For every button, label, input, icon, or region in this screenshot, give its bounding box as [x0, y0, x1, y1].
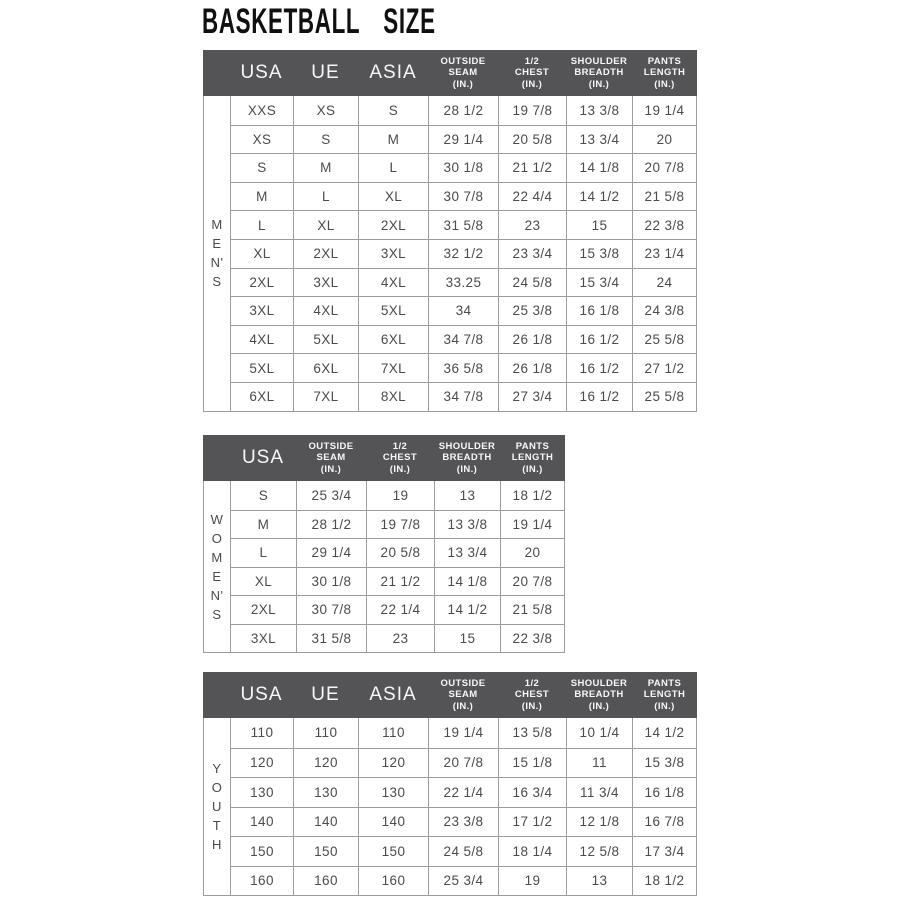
column-header: 1/2 CHEST (IN.) [382, 440, 418, 475]
size-cell: M [231, 510, 297, 539]
size-cell: XS [231, 125, 294, 154]
size-cell: 13 [567, 866, 633, 896]
size-cell: 34 7/8 [429, 325, 499, 354]
size-cell: 140 [359, 807, 429, 837]
size-cell: 20 [633, 125, 696, 154]
size-cell: 110 [231, 718, 294, 748]
mens-header-spacer [203, 50, 230, 96]
youth-table-body [203, 718, 697, 896]
size-cell: 17 3/4 [633, 836, 696, 866]
mens-table-body [203, 96, 697, 412]
size-cell: 160 [359, 866, 429, 896]
youth-table-rows [231, 718, 696, 895]
column-header: USA [241, 447, 285, 468]
size-cell: 25 5/8 [633, 325, 696, 354]
size-cell: S [231, 153, 294, 182]
size-cell: 25 3/4 [429, 866, 499, 896]
youth-size-table [203, 672, 697, 896]
size-cell: 13 3/4 [435, 538, 501, 567]
size-cell: S [294, 125, 359, 154]
size-cell: 10 1/4 [567, 718, 633, 748]
size-cell: 4XL [294, 296, 359, 325]
size-cell: 15 [567, 210, 633, 239]
table-row [231, 718, 696, 748]
size-cell: 20 [501, 538, 564, 567]
column-header: USA [240, 684, 283, 705]
size-cell: 15 3/8 [633, 748, 696, 778]
table-row [231, 153, 696, 182]
column-header: SHOULDER BREADTH (IN.) [570, 55, 628, 90]
column-header: UE [311, 62, 340, 83]
size-cell: XL [231, 567, 297, 596]
size-cell: 160 [294, 866, 359, 896]
size-cell: 36 5/8 [429, 353, 499, 382]
size-cell: XXS [231, 96, 294, 125]
size-cell: 3XL [231, 624, 297, 653]
size-cell: 30 1/8 [429, 153, 499, 182]
table-row [231, 268, 696, 297]
size-cell: 15 [435, 624, 501, 653]
size-cell: 140 [231, 807, 294, 837]
table-row [231, 125, 696, 154]
table-row [231, 538, 564, 567]
column-header: OUTSIDE SEAM (IN.) [440, 677, 486, 712]
size-cell: 21 1/2 [499, 153, 567, 182]
size-cell: 120 [231, 748, 294, 778]
womens-header-spacer [203, 435, 230, 481]
size-cell: 110 [294, 718, 359, 748]
size-cell: XL [294, 210, 359, 239]
size-cell: L [231, 210, 294, 239]
size-cell: XL [231, 239, 294, 268]
size-cell: 18 1/4 [499, 836, 567, 866]
size-cell: 23 [367, 624, 435, 653]
size-cell: 160 [231, 866, 294, 896]
size-cell: 21 5/8 [501, 595, 564, 624]
youth-header-spacer [203, 672, 230, 718]
womens-size-table [203, 435, 565, 653]
womens-table-header [203, 435, 565, 481]
size-cell: 16 7/8 [633, 807, 696, 837]
size-cell: 34 7/8 [429, 382, 499, 411]
column-header: PANTS LENGTH (IN.) [511, 440, 554, 475]
size-cell: 16 1/8 [567, 296, 633, 325]
size-cell: 2XL [231, 595, 297, 624]
size-cell: 3XL [359, 239, 429, 268]
size-cell: 4XL [231, 325, 294, 354]
size-cell: 5XL [231, 353, 294, 382]
size-cell: 13 3/4 [567, 125, 633, 154]
size-cell: 7XL [359, 353, 429, 382]
size-cell: 29 1/4 [429, 125, 499, 154]
size-cell: 19 [499, 866, 567, 896]
table-row [231, 510, 564, 539]
size-cell: 22 3/8 [633, 210, 696, 239]
size-cell: 13 3/8 [567, 96, 633, 125]
column-header: OUTSIDE SEAM (IN.) [440, 55, 486, 90]
size-cell: 13 [435, 481, 501, 510]
size-cell: 19 7/8 [499, 96, 567, 125]
column-header: UE [311, 684, 340, 705]
size-cell: 23 1/4 [633, 239, 696, 268]
table-row [231, 624, 564, 653]
column-header: SHOULDER BREADTH (IN.) [438, 440, 496, 475]
size-cell: 130 [294, 777, 359, 807]
size-cell: 150 [359, 836, 429, 866]
table-row [231, 296, 696, 325]
size-cell: 23 [499, 210, 567, 239]
size-cell: 130 [231, 777, 294, 807]
size-cell: 3XL [231, 296, 294, 325]
size-cell: 2XL [294, 239, 359, 268]
size-cell: 14 1/2 [567, 182, 633, 211]
size-cell: 120 [294, 748, 359, 778]
size-cell: 16 1/2 [567, 325, 633, 354]
size-cell: L [294, 182, 359, 211]
table-row [231, 353, 696, 382]
size-cell: 17 1/2 [499, 807, 567, 837]
size-cell: 31 5/8 [429, 210, 499, 239]
size-cell: 2XL [359, 210, 429, 239]
size-cell: M [231, 182, 294, 211]
mens-size-table [203, 50, 697, 412]
size-cell: 20 5/8 [367, 538, 435, 567]
size-cell: 20 7/8 [633, 153, 696, 182]
youth-side-label: Y O U T H [204, 718, 231, 895]
size-cell: 150 [231, 836, 294, 866]
size-cell: 30 7/8 [297, 595, 367, 624]
column-header: ASIA [369, 62, 417, 83]
size-cell: 31 5/8 [297, 624, 367, 653]
size-cell: 11 [567, 748, 633, 778]
size-cell: 16 1/2 [567, 353, 633, 382]
size-cell: 30 1/8 [297, 567, 367, 596]
table-row [231, 777, 696, 807]
size-cell: 12 1/8 [567, 807, 633, 837]
table-row [231, 595, 564, 624]
size-cell: 21 5/8 [633, 182, 696, 211]
size-cell: 6XL [359, 325, 429, 354]
column-header: USA [240, 62, 283, 83]
size-cell: XS [294, 96, 359, 125]
size-cell: 34 [429, 296, 499, 325]
size-cell: 27 1/2 [633, 353, 696, 382]
size-cell: 14 1/2 [644, 725, 685, 741]
column-header: ASIA [369, 684, 417, 705]
size-cell: 20 7/8 [501, 567, 564, 596]
size-cell: 16 1/2 [567, 382, 633, 411]
size-cell: 12 5/8 [567, 836, 633, 866]
size-cell: 5XL [294, 325, 359, 354]
size-cell: 15 3/8 [567, 239, 633, 268]
size-cell: 29 1/4 [297, 538, 367, 567]
table-row [231, 239, 696, 268]
size-cell: 140 [294, 807, 359, 837]
womens-side-label: W O M E N' S [204, 481, 231, 652]
mens-table-header [203, 50, 697, 96]
size-cell: 14 1/8 [435, 567, 501, 596]
size-cell: 24 3/8 [633, 296, 696, 325]
size-cell: 26 1/8 [499, 325, 567, 354]
size-cell: 16 3/4 [499, 777, 567, 807]
size-cell: 16 1/8 [633, 777, 696, 807]
table-row [231, 210, 696, 239]
size-cell: 25 3/4 [297, 481, 367, 510]
column-header: SHOULDER BREADTH (IN.) [570, 677, 628, 712]
size-cell: 26 1/8 [499, 353, 567, 382]
size-cell: 20 7/8 [429, 748, 499, 778]
column-header: 1/2 CHEST (IN.) [514, 677, 550, 712]
size-cell: 14 1/8 [567, 153, 633, 182]
size-cell: 30 7/8 [429, 182, 499, 211]
size-cell: 19 1/4 [644, 102, 685, 118]
size-cell: 150 [294, 836, 359, 866]
table-row [231, 481, 564, 510]
size-cell: 19 1/4 [501, 510, 564, 539]
size-cell: S [231, 481, 297, 510]
size-cell: 15 1/8 [499, 748, 567, 778]
youth-table-header [203, 672, 697, 718]
size-cell: 13 3/8 [435, 510, 501, 539]
size-cell: L [231, 538, 297, 567]
size-cell: 19 1/4 [429, 718, 499, 748]
column-header: PANTS LENGTH (IN.) [643, 55, 686, 90]
size-cell: 130 [359, 777, 429, 807]
size-cell: 13 5/8 [499, 718, 567, 748]
size-cell: 32 1/2 [429, 239, 499, 268]
size-cell: 18 1/2 [512, 487, 553, 503]
size-cell: 120 [359, 748, 429, 778]
column-header: OUTSIDE SEAM (IN.) [308, 440, 354, 475]
size-cell: 24 [633, 268, 696, 297]
size-cell: 6XL [231, 382, 294, 411]
size-cell: 22 3/8 [501, 624, 564, 653]
mens-side-label: M E N' S [204, 96, 231, 411]
size-cell: 19 7/8 [367, 510, 435, 539]
size-cell: 22 4/4 [499, 182, 567, 211]
size-cell: 22 1/4 [367, 595, 435, 624]
size-cell: 7XL [294, 382, 359, 411]
size-cell: M [359, 125, 429, 154]
size-cell: 19 [367, 481, 435, 510]
size-cell: 11 3/4 [567, 777, 633, 807]
size-cell: 4XL [359, 268, 429, 297]
table-row [231, 325, 696, 354]
mens-table-rows [231, 96, 696, 411]
table-row [231, 836, 696, 866]
table-row [231, 567, 564, 596]
size-cell: 2XL [231, 268, 294, 297]
size-cell: 25 3/8 [499, 296, 567, 325]
size-cell: 3XL [294, 268, 359, 297]
table-row [231, 96, 696, 125]
size-cell: 23 3/4 [499, 239, 567, 268]
size-cell: 18 1/2 [633, 866, 696, 896]
size-cell: 23 3/8 [429, 807, 499, 837]
womens-table-body [203, 481, 565, 653]
size-cell: 28 1/2 [297, 510, 367, 539]
size-cell: XL [359, 182, 429, 211]
size-cell: 27 3/4 [499, 382, 567, 411]
size-cell: 6XL [294, 353, 359, 382]
size-cell: 25 5/8 [633, 382, 696, 411]
womens-table-rows [231, 481, 564, 652]
column-header: 1/2 CHEST (IN.) [514, 55, 550, 90]
size-cell: 20 5/8 [499, 125, 567, 154]
size-cell: 14 1/2 [435, 595, 501, 624]
size-cell: 21 1/2 [367, 567, 435, 596]
size-cell: 24 5/8 [499, 268, 567, 297]
size-cell: 24 5/8 [429, 836, 499, 866]
size-cell: 8XL [359, 382, 429, 411]
size-cell: 33.25 [429, 268, 499, 297]
table-row [231, 807, 696, 837]
table-row [231, 748, 696, 778]
table-row [231, 866, 696, 896]
table-row [231, 182, 696, 211]
column-header: PANTS LENGTH (IN.) [643, 677, 686, 712]
table-row [231, 382, 696, 411]
size-cell: 110 [359, 718, 429, 748]
size-cell: 22 1/4 [429, 777, 499, 807]
size-cell: 15 3/4 [567, 268, 633, 297]
size-cell: M [294, 153, 359, 182]
size-cell: 5XL [359, 296, 429, 325]
page-title: BASKETBALL SIZE [202, 2, 436, 41]
size-cell: L [359, 153, 429, 182]
size-cell: 28 1/2 [429, 96, 499, 125]
size-cell: S [359, 96, 429, 125]
